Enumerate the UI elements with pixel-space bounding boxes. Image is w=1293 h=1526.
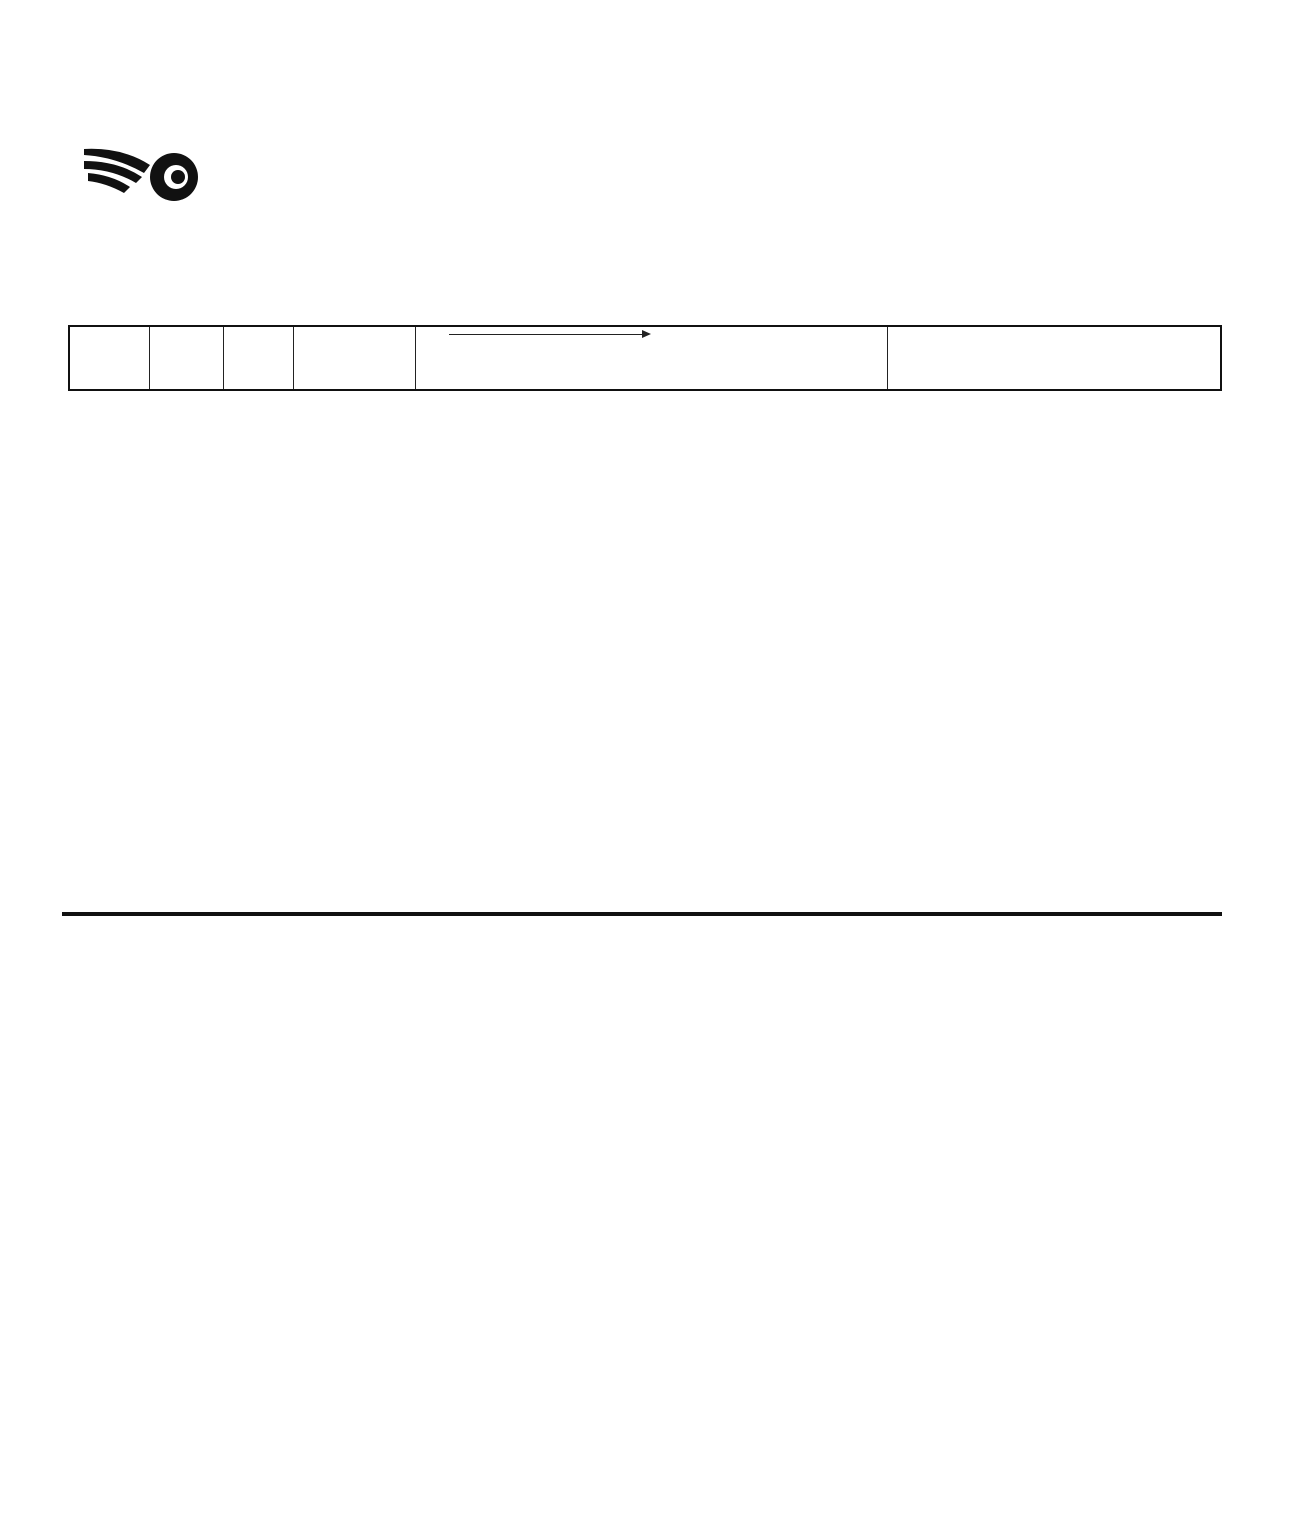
header-operator bbox=[223, 326, 293, 390]
header-departure bbox=[149, 326, 223, 390]
zsr-logo-icon bbox=[82, 118, 212, 228]
header-remarks bbox=[887, 326, 1221, 390]
table-header-row bbox=[69, 326, 1221, 390]
timetable bbox=[68, 325, 1222, 391]
divider bbox=[62, 912, 1222, 916]
header-arrival bbox=[69, 326, 149, 390]
header-train bbox=[293, 326, 415, 390]
direction-arrow-icon bbox=[449, 334, 649, 335]
header-direction bbox=[415, 326, 887, 390]
